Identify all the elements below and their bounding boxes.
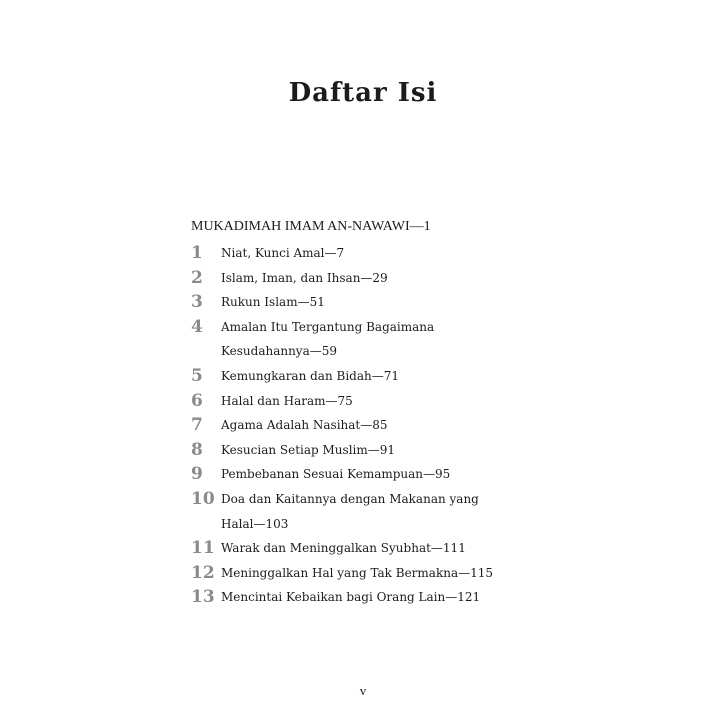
chapter-title-line: Kesudahannya—59 (221, 344, 338, 359)
toc-entry (191, 413, 691, 438)
chapter-number: 3 (191, 292, 203, 313)
toc-entry (191, 487, 691, 536)
chapter-number: 11 (191, 538, 215, 559)
chapter-title-line: Halal dan Haram—75 (221, 393, 353, 408)
toc-entry (191, 290, 691, 315)
chapter-title-line: Pembebanan Sesuai Kemampuan—95 (221, 467, 451, 482)
chapter-title-line: Kemungkaran dan Bidah—71 (221, 368, 399, 383)
toc-entry (191, 462, 691, 487)
chapter-number: 8 (191, 439, 203, 460)
chapter-number: 10 (191, 488, 215, 509)
toc-intro-entry: MUKADIMAH IMAM AN-NAWAWI—1 (191, 219, 431, 234)
chapter-title-line: Agama Adalah Nasihat—85 (221, 418, 388, 433)
page-title: Daftar Isi (288, 78, 438, 108)
chapter-title-line: Niat, Kunci Amal—7 (221, 246, 345, 260)
toc-entry (191, 389, 691, 414)
chapter-title-line: Kesucian Setiap Muslim—91 (221, 442, 396, 457)
chapter-number: 13 (191, 587, 215, 608)
chapter-title-line: Islam, Iman, dan Ihsan—29 (221, 270, 388, 285)
toc-entry-list (191, 241, 691, 610)
chapter-title-line: Amalan Itu Tergantung Bagaimana (221, 319, 435, 334)
chapter-title-line: Rukun Islam—51 (221, 295, 325, 310)
chapter-number: 2 (191, 267, 203, 288)
chapter-number: 6 (191, 390, 203, 411)
toc-entry (191, 438, 691, 463)
chapter-title-line: Doa dan Kaitannya dengan Makanan yang (221, 491, 479, 506)
chapter-title-line: Meninggalkan Hal yang Tak Bermakna—115 (221, 565, 493, 580)
chapter-title-line: Mencintai Kebaikan bagi Orang Lain—121 (221, 590, 481, 605)
toc-entry (191, 561, 691, 586)
toc-entry (191, 315, 691, 364)
chapter-number: 5 (191, 365, 203, 386)
toc-entry (191, 241, 691, 266)
chapter-number: 1 (191, 243, 203, 263)
page-number: v (359, 683, 367, 698)
chapter-number: 9 (191, 464, 203, 485)
toc-entry (191, 364, 691, 389)
chapter-title-line: Halal—103 (221, 516, 289, 531)
toc-entry (191, 536, 691, 561)
toc-entry (191, 266, 691, 291)
chapter-number: 12 (191, 562, 215, 583)
toc-entry (191, 585, 691, 610)
chapter-number: 4 (191, 316, 203, 337)
chapter-title-line: Warak dan Meninggalkan Syubhat—111 (221, 541, 466, 556)
chapter-number: 7 (191, 415, 203, 436)
